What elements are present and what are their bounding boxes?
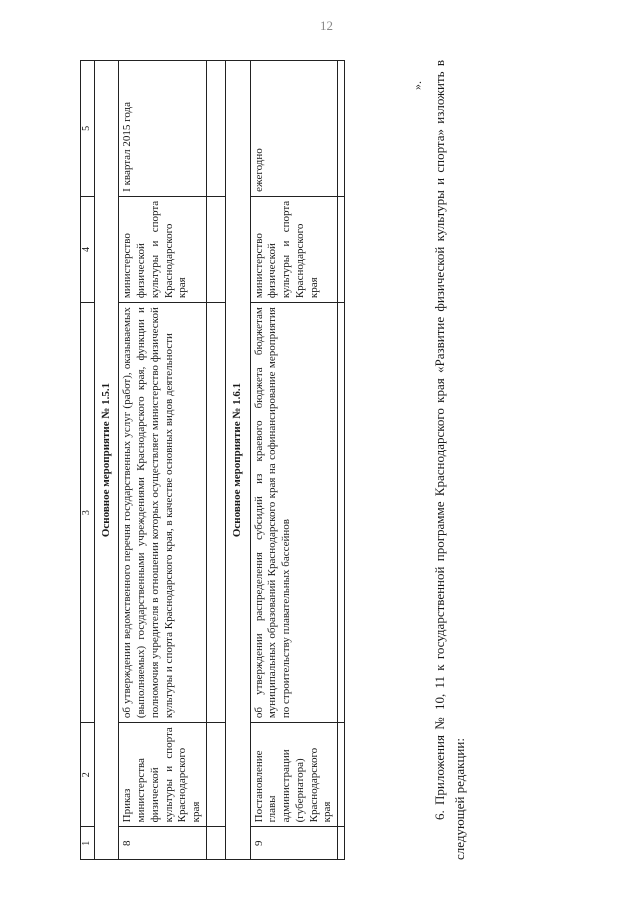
rotated-page-content [0,60,620,860]
executor: министерство физической культуры и спорта Краснодарского края [250,196,338,302]
header-cell-1: 1 [81,827,95,860]
table-header-row [81,61,95,860]
header-cell-5: 5 [81,61,95,197]
document-content: об утверждении ведомственного перечня государственных услуг (работ), оказываемых (выполняемых) государственными учреждениями Краснодарского края, функции и полномочия учредителя в отношении которых осуществляет министерство физической культуры и спорта Краснодарского края, в качестве основных видов деятельности [119,303,207,723]
header-cell-2: 2 [81,723,95,827]
section-title: Основное мероприятие № 1.6.1 [225,61,250,860]
executor: министерство физической культуры и спорта Краснодарского края [119,196,207,302]
header-cell-3: 3 [81,303,95,723]
measures-table [80,60,345,860]
deadline: I квартал 2015 года [119,61,207,197]
table-row [119,61,207,860]
amendment-paragraph [430,60,470,860]
closing-quote-mark: ». [410,81,424,90]
section-heading-row [225,61,250,860]
document-content: об утверждении распределения субсидий из краевого бюджета бюджетам муниципальных образований Краснодарского края на софинансирование мероприятия по строительству плавательных бассейнов [250,303,338,723]
document-type: Постановление главы администрации (губернатора) Краснодарского края [250,723,338,827]
row-number: 8 [119,827,207,860]
section-title: Основное мероприятие № 1.5.1 [94,61,119,860]
header-cell-4: 4 [81,196,95,302]
table-row-spacer [206,61,225,860]
section-heading-row [94,61,119,860]
amendment-text: 6. Приложения № 10, 11 к государственной программе Краснодарского края «Развитие физической культуры и спорта» изложить в следующей редакции: [432,60,468,860]
document-type: Приказ министерства физической культуры и спорта Краснодарского края [119,723,207,827]
table-row-spacer [338,61,345,860]
page-number: 12 [320,18,333,33]
row-number: 9 [250,827,338,860]
table-row [250,61,338,860]
deadline: ежегодно [250,61,338,197]
